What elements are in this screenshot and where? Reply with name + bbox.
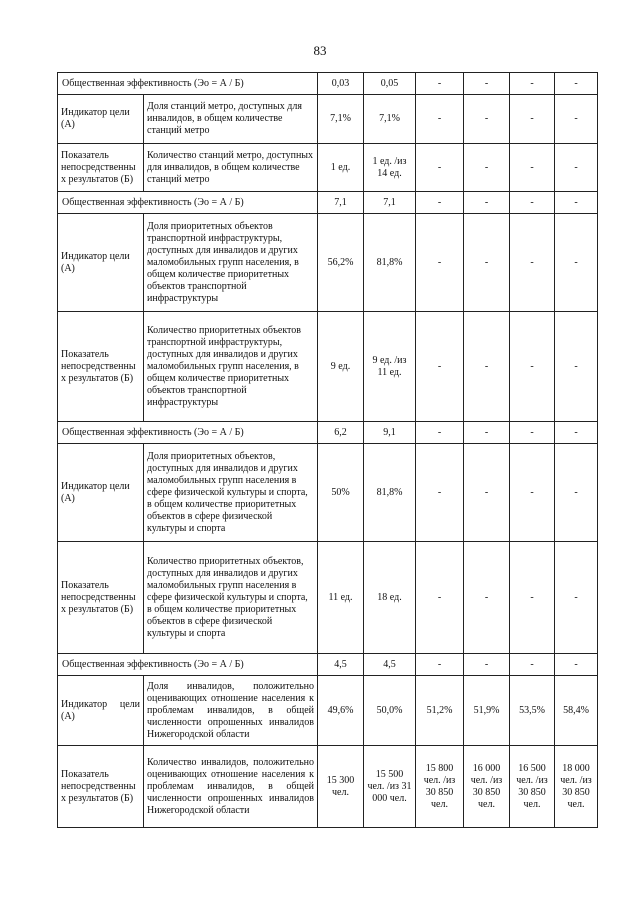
table-row: [58, 676, 598, 746]
value-cell: 9,1: [364, 422, 416, 444]
value-cell: 11 ед.: [318, 542, 364, 654]
efficiency-label: Общественная эффективность (Эо = А / Б): [58, 192, 318, 214]
efficiency-row: [58, 422, 598, 444]
indicator-name: Показатель непосредственны х результатов (Б): [58, 542, 144, 654]
table-row: [58, 542, 598, 654]
value-cell: 7,1: [318, 192, 364, 214]
value-cell: -: [510, 95, 555, 144]
indicator-name: Индикатор цели (А): [58, 676, 144, 746]
value-cell: 7,1%: [364, 95, 416, 144]
value-cell: -: [416, 214, 464, 312]
indicator-description: Количество приоритетных объектов, доступных для инвалидов и других маломобильных групп населения в сфере физической культуры и спорта, в общем количестве приоритетных объектов в сфере физической культуры и спорта: [144, 542, 318, 654]
table-row: [58, 214, 598, 312]
value-cell: -: [464, 192, 510, 214]
value-cell: 0,05: [364, 73, 416, 95]
value-cell: -: [464, 444, 510, 542]
value-cell: -: [510, 144, 555, 192]
value-cell: 4,5: [318, 654, 364, 676]
indicator-description: Количество инвалидов, положительно оценивающих отношение населения к проблемам инвалидов, в общей численности опрошенных инвалидов Нижегородской области: [144, 746, 318, 828]
indicator-name: Показатель непосредственны х результатов (Б): [58, 312, 144, 422]
indicator-description: Количество приоритетных объектов транспортной инфраструктуры, доступных для инвалидов и других маломобильных групп населения, в общем количестве приоритетных объектов транспортной инфраструктуры: [144, 312, 318, 422]
indicator-description: Доля станций метро, доступных для инвалидов, в общем количестве станций метро: [144, 95, 318, 144]
value-cell: 0,03: [318, 73, 364, 95]
indicator-name: Индикатор цели (А): [58, 444, 144, 542]
value-cell: 16 500 чел. /из 30 850 чел.: [510, 746, 555, 828]
indicator-description: Доля приоритетных объектов, доступных для инвалидов и других маломобильных групп населения в сфере физической культуры и спорта, в общем количестве приоритетных объектов в сфере физической культуры и спорта: [144, 444, 318, 542]
value-cell: -: [510, 654, 555, 676]
efficiency-label: Общественная эффективность (Эо = А / Б): [58, 654, 318, 676]
value-cell: 9 ед. /из 11 ед.: [364, 312, 416, 422]
value-cell: 49,6%: [318, 676, 364, 746]
value-cell: -: [416, 95, 464, 144]
value-cell: -: [510, 73, 555, 95]
value-cell: -: [464, 312, 510, 422]
value-cell: -: [464, 422, 510, 444]
value-cell: -: [510, 214, 555, 312]
value-cell: -: [416, 444, 464, 542]
value-cell: -: [416, 542, 464, 654]
value-cell: -: [464, 95, 510, 144]
table-row: [58, 746, 598, 828]
value-cell: -: [464, 654, 510, 676]
indicator-description: Доля приоритетных объектов транспортной инфраструктуры, доступных для инвалидов и других маломобильных групп населения, в общем количестве приоритетных объектов транспортной инфраструктуры: [144, 214, 318, 312]
indicator-name: Показатель непосредственны х результатов (Б): [58, 144, 144, 192]
indicator-description: Количество станций метро, доступных для инвалидов, в общем количестве станций метро: [144, 144, 318, 192]
value-cell: 7,1%: [318, 95, 364, 144]
value-cell: 15 300 чел.: [318, 746, 364, 828]
value-cell: 4,5: [364, 654, 416, 676]
value-cell: 53,5%: [510, 676, 555, 746]
value-cell: 81,8%: [364, 214, 416, 312]
value-cell: -: [416, 192, 464, 214]
value-cell: -: [464, 144, 510, 192]
value-cell: 51,2%: [416, 676, 464, 746]
table-row: [58, 95, 598, 144]
value-cell: -: [555, 214, 598, 312]
efficiency-row: [58, 654, 598, 676]
value-cell: -: [555, 312, 598, 422]
value-cell: 9 ед.: [318, 312, 364, 422]
value-cell: 1 ед.: [318, 144, 364, 192]
efficiency-row: [58, 192, 598, 214]
value-cell: -: [416, 144, 464, 192]
value-cell: 6,2: [318, 422, 364, 444]
table-row: [58, 144, 598, 192]
value-cell: -: [464, 73, 510, 95]
indicator-name: Индикатор цели (А): [58, 214, 144, 312]
value-cell: 50%: [318, 444, 364, 542]
value-cell: -: [555, 192, 598, 214]
value-cell: -: [555, 422, 598, 444]
indicator-name: Показатель непосредственны х результатов (Б): [58, 746, 144, 828]
value-cell: -: [510, 444, 555, 542]
value-cell: -: [555, 542, 598, 654]
value-cell: -: [555, 654, 598, 676]
value-cell: -: [510, 312, 555, 422]
value-cell: -: [555, 444, 598, 542]
value-cell: 15 500 чел. /из 31 000 чел.: [364, 746, 416, 828]
value-cell: -: [416, 312, 464, 422]
value-cell: 18 000 чел. /из 30 850 чел.: [555, 746, 598, 828]
value-cell: 51,9%: [464, 676, 510, 746]
efficiency-row: [58, 73, 598, 95]
value-cell: -: [464, 542, 510, 654]
page-number: 83: [313, 43, 327, 58]
efficiency-label: Общественная эффективность (Эо = А / Б): [58, 422, 318, 444]
value-cell: -: [510, 192, 555, 214]
value-cell: -: [510, 542, 555, 654]
value-cell: -: [555, 144, 598, 192]
value-cell: 56,2%: [318, 214, 364, 312]
indicator-description: Доля инвалидов, положительно оценивающих отношение населения к проблемам инвалидов, в общей численности опрошенных инвалидов Нижегородской области: [144, 676, 318, 746]
efficiency-label: Общественная эффективность (Эо = А / Б): [58, 73, 318, 95]
indicator-name: Индикатор цели (А): [58, 95, 144, 144]
value-cell: 15 800 чел. /из 30 850 чел.: [416, 746, 464, 828]
value-cell: 1 ед. /из 14 ед.: [364, 144, 416, 192]
value-cell: -: [416, 73, 464, 95]
value-cell: 18 ед.: [364, 542, 416, 654]
value-cell: -: [555, 95, 598, 144]
value-cell: -: [464, 214, 510, 312]
table-body: [58, 73, 598, 828]
efficiency-table: [57, 72, 598, 828]
value-cell: -: [416, 422, 464, 444]
table-row: [58, 312, 598, 422]
value-cell: 50,0%: [364, 676, 416, 746]
value-cell: 16 000 чел. /из 30 850 чел.: [464, 746, 510, 828]
value-cell: -: [510, 422, 555, 444]
value-cell: 7,1: [364, 192, 416, 214]
value-cell: -: [416, 654, 464, 676]
value-cell: 81,8%: [364, 444, 416, 542]
value-cell: 58,4%: [555, 676, 598, 746]
table-row: [58, 444, 598, 542]
value-cell: -: [555, 73, 598, 95]
